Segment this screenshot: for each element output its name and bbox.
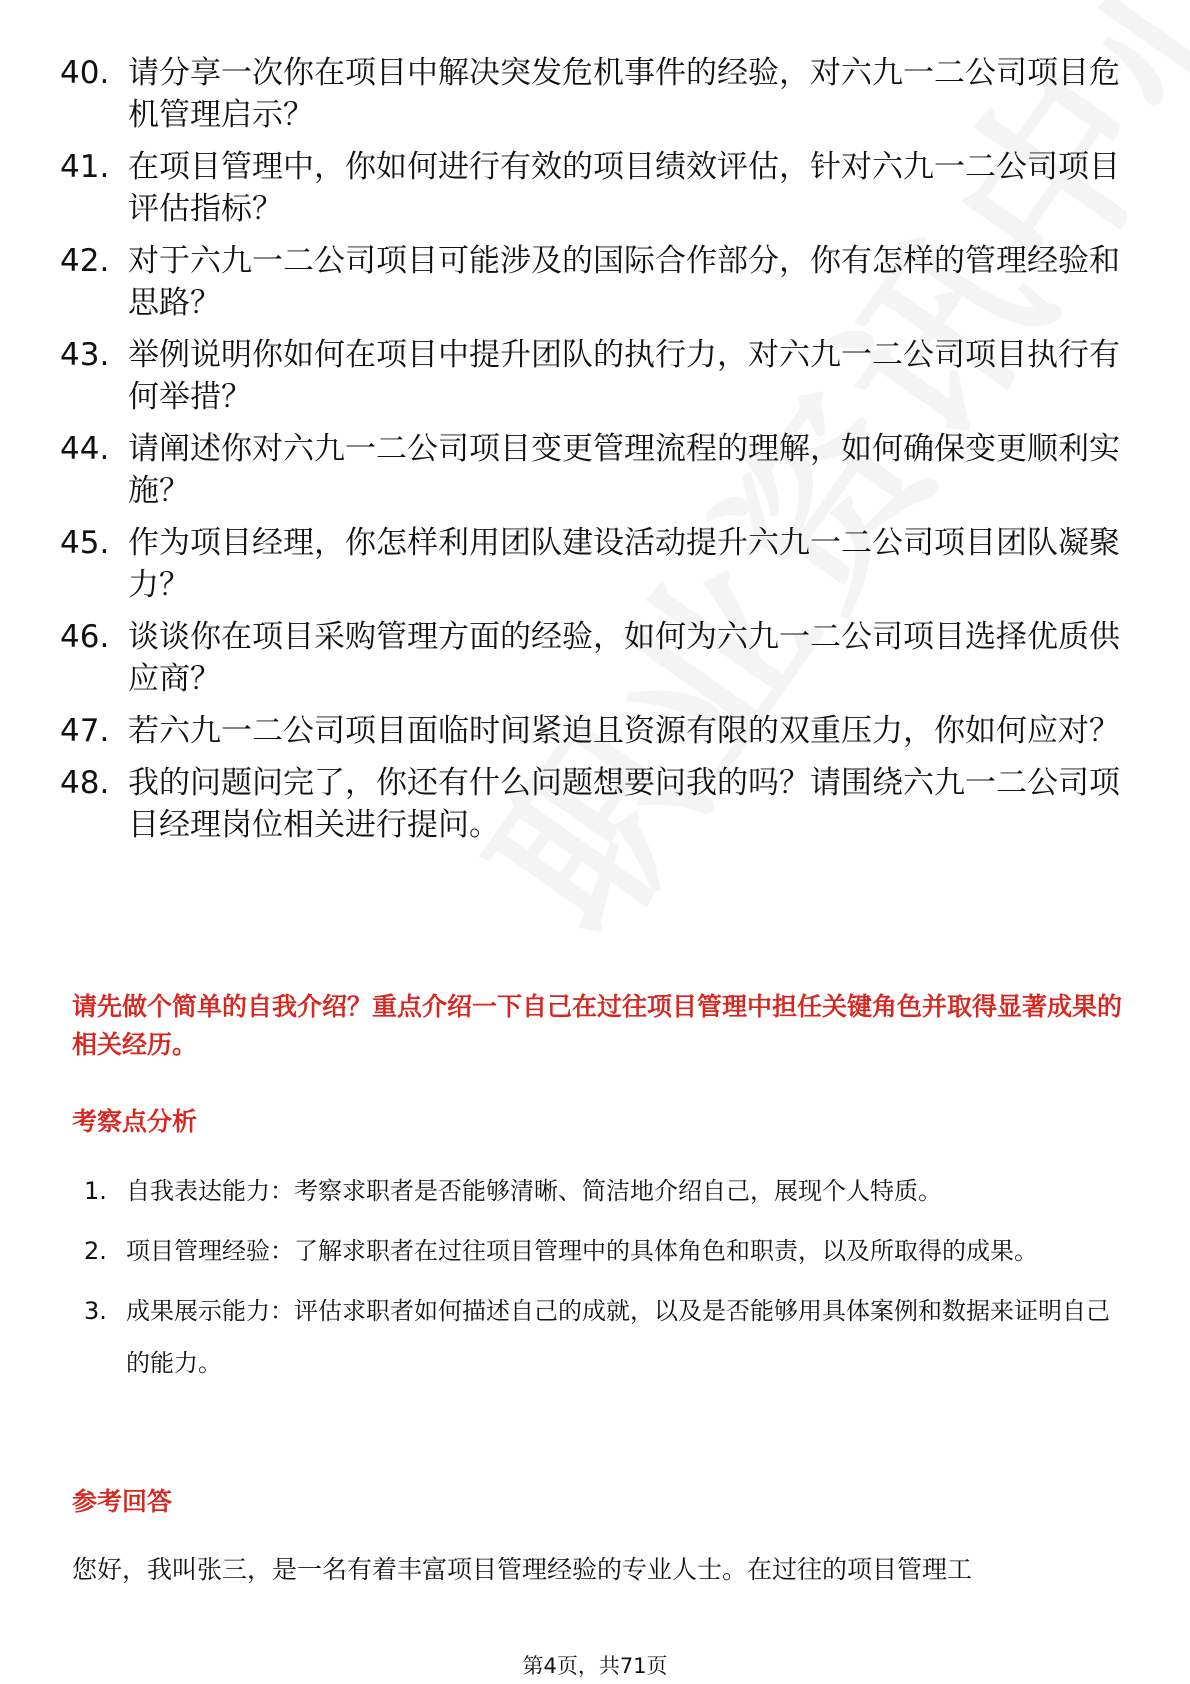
list-item (84, 1165, 1124, 1217)
question-number: 47. (60, 713, 110, 749)
question-text: 在项目管理中，你如何进行有效的项目绩效评估，针对六九一二公司项目评估指标？ (128, 149, 1120, 227)
list-item (84, 1225, 1124, 1277)
question-text: 请阐述你对六九一二公司项目变更管理流程的理解，如何确保变更顺利实施？ (128, 431, 1120, 509)
question-number: 41. (60, 149, 110, 185)
list-item (60, 762, 1120, 846)
question-number: 48. (60, 765, 110, 801)
question-number: 44. (60, 431, 110, 467)
highlight-question: 请先做个简单的自我介绍？重点介绍一下自己在过往项目管理中担任关键角色并取得显著成果的相关经历。 (72, 992, 1123, 1059)
question-text: 我的问题问完了，你还有什么问题想要问我的吗？请围绕六九一二公司项目经理岗位相关进行提问。 (128, 765, 1120, 843)
analysis-number: 2. (84, 1237, 107, 1265)
question-text: 对于六九一二公司项目可能涉及的国际合作部分，你有怎样的管理经验和思路？ (128, 243, 1120, 321)
question-text: 谈谈你在项目采购管理方面的经验，如何为六九一二公司项目选择优质供应商？ (128, 619, 1120, 697)
question-text: 举例说明你如何在项目中提升团队的执行力，对六九一二公司项目执行有何举措？ (128, 337, 1120, 415)
question-list (60, 52, 1120, 856)
analysis-title: 考察点分析 (72, 1107, 198, 1136)
list-item (84, 1285, 1124, 1389)
analysis-number: 1. (84, 1177, 107, 1205)
question-number: 46. (60, 619, 110, 655)
list-item (60, 428, 1120, 512)
list-item (60, 522, 1120, 606)
list-item (60, 146, 1120, 230)
page-footer: 第4页，共71页 (522, 1654, 668, 1678)
question-number: 42. (60, 243, 110, 279)
list-item (60, 616, 1120, 700)
analysis-number: 3. (84, 1297, 107, 1325)
question-number: 45. (60, 525, 110, 561)
analysis-text: 项目管理经验：了解求职者在过往项目管理中的具体角色和职责，以及所取得的成果。 (126, 1237, 1038, 1265)
question-text: 作为项目经理，你怎样利用团队建设活动提升六九一二公司项目团队凝聚力？ (128, 525, 1120, 603)
analysis-text: 成果展示能力：评估求职者如何描述自己的成就，以及是否能够用具体案例和数据来证明自己的能力。 (126, 1297, 1110, 1377)
list-item (60, 52, 1120, 136)
list-item (60, 710, 1120, 752)
reference-answer: 您好，我叫张三，是一名有着丰富项目管理经验的专业人士。在过往的项目管理工 (72, 1555, 973, 1584)
analysis-list (84, 1165, 1124, 1397)
list-item (60, 334, 1120, 418)
question-text: 请分享一次你在项目中解决突发危机事件的经验，对六九一二公司项目危机管理启示？ (128, 55, 1120, 133)
question-number: 43. (60, 337, 110, 373)
question-number: 40. (60, 55, 110, 91)
analysis-text: 自我表达能力：考察求职者是否能够清晰、简洁地介绍自己，展现个人特质。 (126, 1177, 942, 1205)
list-item (60, 240, 1120, 324)
question-text: 若六九一二公司项目面临时间紧迫且资源有限的双重压力，你如何应对？ (128, 713, 1120, 749)
reference-title: 参考回答 (72, 1487, 173, 1516)
